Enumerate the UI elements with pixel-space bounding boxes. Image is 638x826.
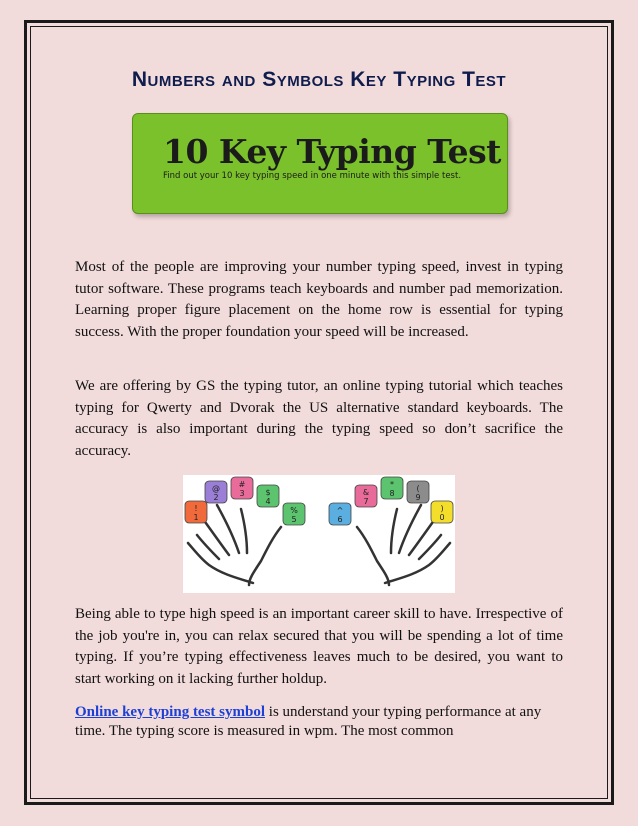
left-key-symbol: % <box>290 506 298 515</box>
right-key-symbol: * <box>390 480 394 489</box>
right-key-number: 9 <box>415 493 421 502</box>
right-key-symbol: ) <box>440 504 444 513</box>
paragraph-3: Being able to type high speed is an important career skill to have. Irrespective of the job you're in, you can relax secured that you will be spending a lot of time typing. If you’re typing effectiveness leaves much to be desired, you want to start working on it lacking further holdup. <box>75 606 563 687</box>
paragraph-1: Most of the people are improving your number typing speed, invest in typing tutor software. These programs teach keyboards and number pad memorization. Learning proper figure placement on the home row is essential for typing success. With the proper foundation your speed will be increased. <box>75 259 563 340</box>
right-key-number: 7 <box>363 497 369 506</box>
left-key-4 <box>257 485 279 507</box>
hands-svg <box>183 475 455 593</box>
right-key-8 <box>381 477 403 499</box>
left-key-number: 4 <box>265 497 271 506</box>
banner-image <box>132 113 508 214</box>
left-key-number: 2 <box>213 493 219 502</box>
left-key-number: 3 <box>239 489 245 498</box>
left-key-3 <box>231 477 253 499</box>
banner-heading: 10 Key Typing Test <box>163 132 501 171</box>
right-key-number: 6 <box>337 515 343 524</box>
left-key-symbol: ! <box>194 504 198 513</box>
right-key-symbol: ( <box>416 484 420 493</box>
left-key-5 <box>283 503 305 525</box>
paragraph-4 <box>75 703 563 741</box>
hands-keys-illustration <box>183 475 455 593</box>
left-key-symbol: # <box>238 480 246 489</box>
right-key-9 <box>407 481 429 503</box>
right-key-7 <box>355 485 377 507</box>
left-key-symbol: @ <box>212 484 220 493</box>
left-key-number: 1 <box>193 513 199 522</box>
right-key-0 <box>431 501 453 523</box>
typing-test-link[interactable]: Online key typing test symbol <box>75 704 266 720</box>
page-title: Numbers and Symbols Key Typing Test <box>131 68 507 91</box>
right-key-number: 0 <box>439 513 445 522</box>
paragraph-2: We are offering by GS the typing tutor, an online typing tutorial which teaches typing for Qwerty and Dvorak the US alternative standard keyboards. The accuracy is also important during the typing speed so don’t sacrifice the accuracy. <box>75 378 563 459</box>
paragraph-4-text: is understand your typing performance at any time. The typing score is measured in wpm. The most common <box>75 704 542 739</box>
right-key-number: 8 <box>389 489 395 498</box>
left-key-2 <box>205 481 227 503</box>
right-key-6 <box>329 503 351 525</box>
left-key-1 <box>185 501 207 523</box>
banner-subtitle: Find out your 10 key typing speed in one minute with this simple test. <box>163 171 462 181</box>
right-key-symbol: ^ <box>336 506 344 515</box>
left-key-symbol: $ <box>265 488 271 497</box>
left-key-number: 5 <box>291 515 297 524</box>
right-key-symbol: & <box>362 488 370 497</box>
